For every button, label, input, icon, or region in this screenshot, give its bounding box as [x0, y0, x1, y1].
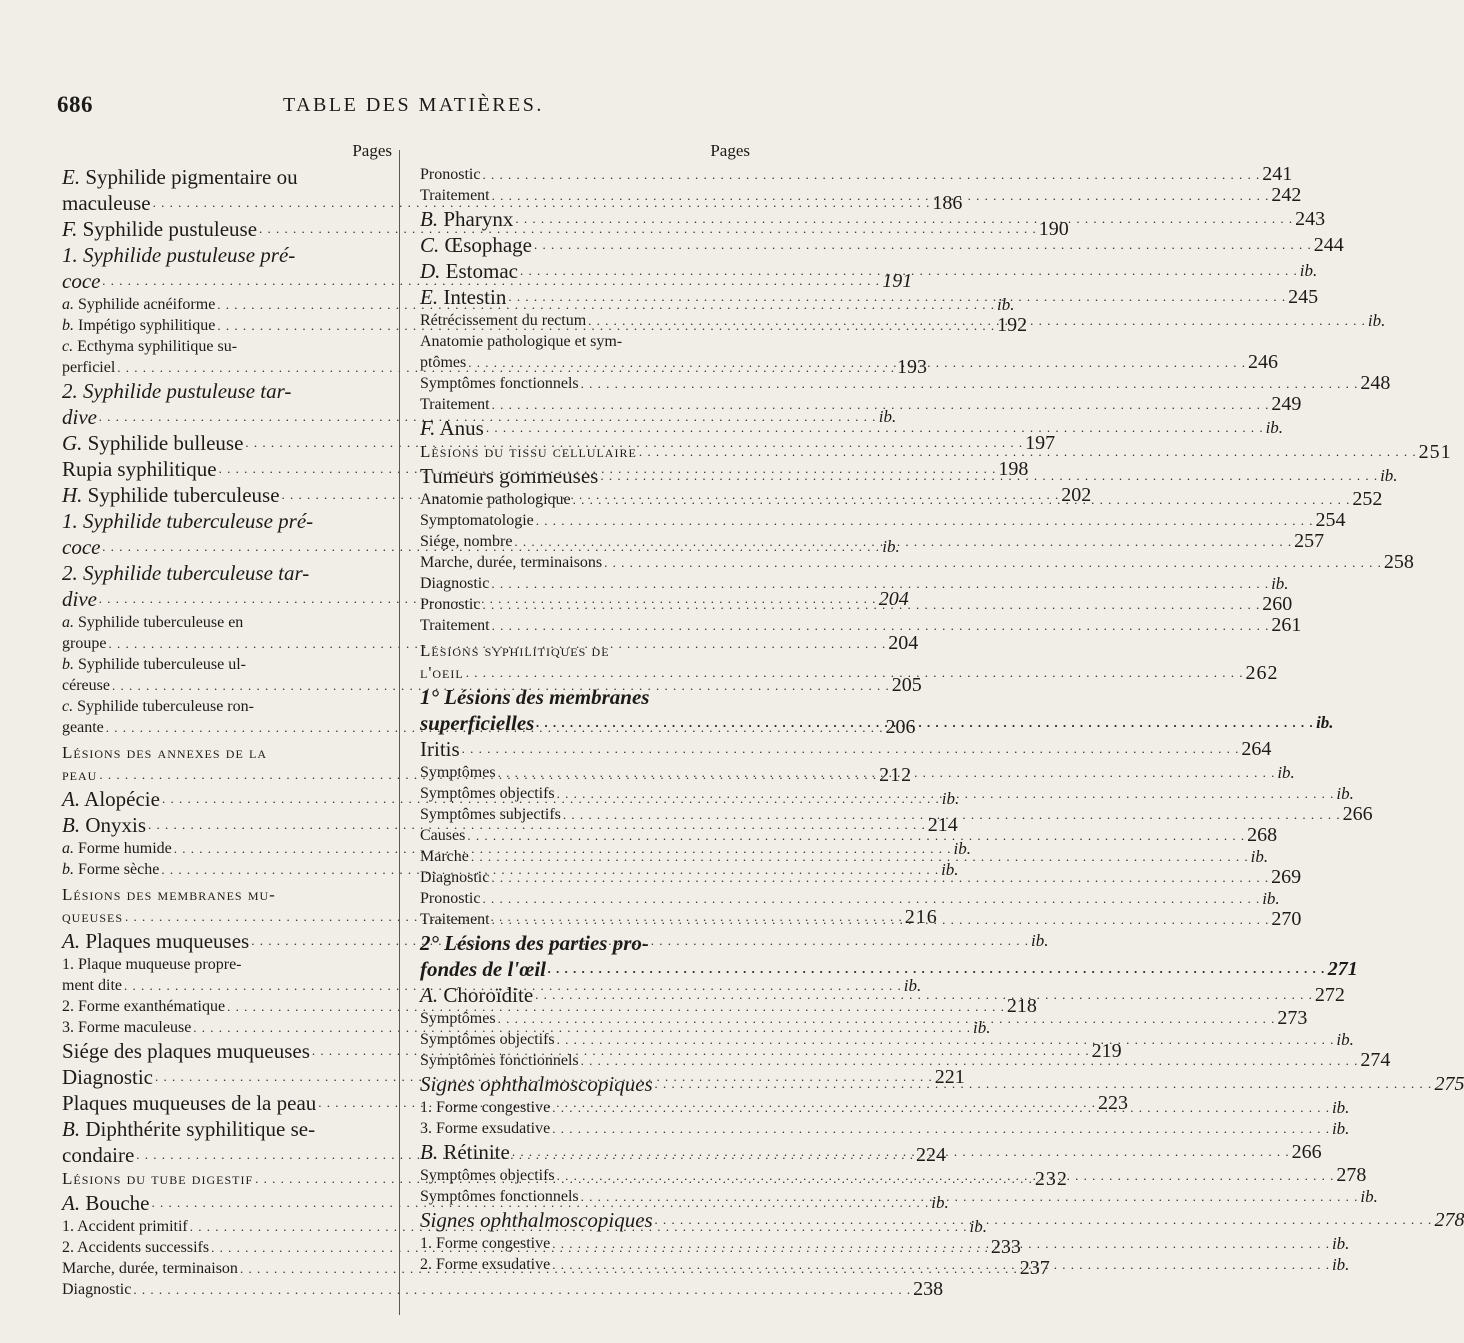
dot-leader	[550, 1233, 1332, 1254]
entry-title: Diagnostic	[62, 1281, 132, 1298]
entry-title: queuses	[62, 907, 124, 926]
entry-title: A. Bouche	[62, 1191, 150, 1215]
entry-title: Symptômes objectifs	[420, 785, 555, 802]
entry-title: A. Choroïdite	[420, 983, 534, 1007]
entry-title: A. Plaques muqueuses	[62, 929, 250, 953]
entry-title: 2° Lésions des parties pro-	[420, 931, 649, 955]
entry-page-number: 237	[1019, 1257, 1050, 1279]
entry-title: ptômes	[420, 354, 467, 371]
entry-title: perficiel	[62, 359, 116, 376]
entry-page-number: 246	[1247, 351, 1278, 373]
entry-title: Signes ophthalmoscopiques	[420, 1208, 653, 1232]
entry-page-number: ib.	[1360, 1187, 1378, 1206]
entry-page-number: 275	[1434, 1073, 1464, 1095]
entry-page-number: ib.	[969, 1217, 987, 1236]
entry-title: B. Pharynx	[420, 207, 514, 231]
entry-title: Symptômes	[420, 1010, 496, 1027]
entry-title: E. Syphilide pigmentaire ou	[62, 165, 298, 189]
entry-page-number: 221	[934, 1066, 965, 1088]
entry-title: 2. Forme exanthématique	[62, 998, 226, 1015]
entry-title: Traitement	[420, 911, 490, 928]
dot-leader	[496, 762, 1278, 783]
entry-title: Symptômes fonctionnels	[420, 375, 579, 392]
dot-leader	[571, 489, 1353, 510]
entry-title: Traitement	[420, 617, 490, 634]
entry-page-number: 232	[1034, 1168, 1068, 1190]
entry-title: Symptômes subjectifs	[420, 806, 561, 823]
dot-leader	[555, 1165, 1337, 1186]
entry-title: 1. Forme congestive	[420, 1235, 551, 1252]
entry-title: Pronostic	[420, 890, 481, 907]
entry-page-number: ib.	[1331, 1234, 1350, 1253]
entry-page-number: 252	[1352, 488, 1383, 510]
entry-page-number: ib.	[1265, 418, 1284, 437]
entry-title: 2. Syphilide tuberculeuse tar-	[62, 561, 310, 585]
entry-title: Plaques muqueuses de la peau	[62, 1091, 317, 1115]
entry-page-number: 219	[1091, 1040, 1122, 1062]
entry-title: 1. Forme congestive	[420, 1099, 551, 1116]
entry-page-number: 191	[882, 270, 913, 292]
entry-page-number: ib.	[997, 295, 1015, 314]
entry-page-number: 242	[1271, 184, 1302, 206]
entry-page-number: 264	[1241, 738, 1272, 760]
entry-title: coce	[62, 535, 101, 559]
entry-title: 1. Accident primitif	[62, 1218, 188, 1235]
entry-title: fondes de l'œil	[420, 957, 546, 981]
entry-page-number: 192	[997, 314, 1028, 336]
entry-page-number: 266	[1291, 1141, 1322, 1163]
entry-title: D. Estomac	[420, 259, 518, 283]
toc-entry	[420, 1029, 1354, 1050]
entry-page-number: 214	[927, 814, 958, 836]
entry-title: 1. Syphilide tuberculeuse pré-	[62, 509, 314, 533]
entry-title: H. Syphilide tuberculeuse	[62, 483, 280, 507]
dot-leader	[532, 232, 1314, 258]
entry-title: superficielles	[420, 711, 535, 735]
entry-title: 1° Lésions des membranes	[420, 685, 650, 709]
entry-title: B. Rétinite	[420, 1140, 510, 1164]
dot-leader	[637, 441, 1419, 463]
entry-title: groupe	[62, 635, 107, 652]
entry-page-number: 257	[1294, 530, 1325, 552]
toc-entry	[420, 415, 1284, 441]
entry-page-number: ib.	[1030, 931, 1049, 950]
toc-entry	[420, 846, 1269, 867]
dot-leader	[510, 1139, 1292, 1165]
dot-leader	[518, 258, 1300, 284]
toc-entry	[420, 393, 1302, 415]
toc-entry	[420, 1186, 1378, 1207]
entry-title: c. Syphilide tuberculeuse ron-	[62, 698, 254, 715]
entry-page-number: 258	[1383, 551, 1414, 573]
entry-title: geante	[62, 719, 104, 736]
dot-leader	[506, 284, 1288, 310]
dot-leader	[465, 825, 1247, 846]
entry-page-number: ib.	[1331, 1098, 1350, 1117]
entry-title: Marche, durée, terminaisons	[420, 554, 603, 571]
entry-page-number: 260	[1262, 593, 1293, 615]
entry-page-number: ib.	[973, 1018, 991, 1037]
entry-page-number: 268	[1247, 824, 1278, 846]
entry-page-number: 206	[885, 716, 916, 738]
pages-label: Pages	[710, 141, 750, 160]
entry-page-number: 278	[1434, 1209, 1464, 1231]
entry-page-number: ib.	[931, 1193, 949, 1212]
dot-leader	[550, 1254, 1332, 1275]
entry-title: C. Œsophage	[420, 233, 533, 257]
entry-title: 1. Syphilide pustuleuse pré-	[62, 243, 296, 267]
entry-title: 2. Forme exsudative	[420, 1256, 551, 1273]
dot-leader	[534, 710, 1316, 736]
entry-page-number: 218	[1006, 995, 1037, 1017]
dot-leader	[555, 1029, 1337, 1050]
column-divider	[399, 150, 400, 1315]
entry-page-number: 261	[1271, 614, 1302, 636]
entry-title: Traitement	[420, 396, 490, 413]
entry-page-number: ib.	[903, 976, 922, 995]
entry-title: Lésions du tissu cellulaire	[420, 442, 637, 461]
entry-page-number: ib.	[1316, 713, 1334, 732]
entry-title: Lésions des membranes mu-	[62, 885, 276, 904]
entry-title: G. Syphilide bulleuse	[62, 431, 244, 455]
dot-leader	[490, 909, 1272, 930]
dot-leader	[653, 1207, 1435, 1233]
entry-page-number: 233	[990, 1236, 1021, 1258]
entry-page-number: 278	[1336, 1164, 1367, 1186]
entry-title: b. Impétigo syphilitique	[62, 317, 216, 334]
toc-entry	[62, 1278, 944, 1300]
entry-title: Symptômes	[420, 764, 496, 781]
entry-page-number: 205	[891, 674, 922, 696]
dot-leader	[561, 804, 1343, 825]
entry-page-number: 266	[1342, 803, 1373, 825]
entry-title: c. Ecthyma syphilitique su-	[62, 338, 238, 355]
entry-title: Diagnostic	[420, 575, 490, 592]
dot-leader	[550, 1118, 1332, 1139]
entry-page-number: 269	[1271, 866, 1302, 888]
entry-title: Signes ophthalmoscopiques	[420, 1072, 653, 1096]
dot-leader	[489, 867, 1271, 888]
entry-title: F. Syphilide pustuleuse	[62, 217, 258, 241]
toc-entry	[420, 1118, 1350, 1139]
entry-title: Symptômes objectifs	[420, 1031, 555, 1048]
entry-title: ment dite	[62, 977, 122, 994]
entry-page-number: ib.	[941, 789, 960, 808]
entry-title: l'oeil	[420, 663, 464, 682]
dot-leader	[480, 164, 1262, 185]
entry-page-number: 244	[1313, 234, 1344, 256]
dot-leader	[602, 552, 1384, 573]
toc-entry	[420, 372, 1391, 394]
dot-leader	[533, 982, 1315, 1008]
toc-entry	[420, 232, 1344, 258]
dot-leader	[480, 888, 1262, 909]
entry-title: maculeuse	[62, 191, 151, 215]
entry-page-number: ib.	[1380, 466, 1398, 485]
dot-leader	[469, 846, 1251, 867]
entry-title: A. Alopécie	[62, 787, 160, 811]
entry-title: Symptomatologie	[420, 512, 534, 529]
dot-leader	[534, 510, 1316, 531]
entry-title: Lésions du tube digestif	[62, 1169, 254, 1188]
dot-leader	[550, 1097, 1332, 1118]
entry-title: condaire	[62, 1143, 135, 1167]
entry-page-number: ib.	[1331, 1119, 1350, 1138]
pages-label: Pages	[352, 141, 392, 160]
dot-leader	[460, 736, 1242, 762]
dot-leader	[131, 1279, 913, 1300]
dot-leader	[512, 531, 1294, 552]
entry-title: 2. Syphilide pustuleuse tar-	[62, 379, 292, 403]
entry-page-number: ib.	[1336, 784, 1354, 803]
entry-title: Traitement	[420, 187, 490, 204]
entry-page-number: 271	[1327, 958, 1358, 980]
entry-page-number: 270	[1271, 908, 1302, 930]
entry-title: a. Forme humide	[62, 840, 172, 857]
entry-title: Tumeurs gommeuses	[420, 464, 599, 488]
entry-title: 3. Forme maculeuse	[62, 1019, 192, 1036]
entry-page-number: ib.	[1299, 261, 1318, 280]
entry-page-number: ib.	[1250, 847, 1269, 866]
dot-leader	[579, 1050, 1361, 1071]
toc-entry	[420, 573, 1289, 594]
entry-page-number: 193	[897, 356, 928, 378]
dot-leader	[653, 1071, 1435, 1097]
dot-leader	[466, 352, 1248, 373]
entry-page-number: 254	[1315, 509, 1346, 531]
entry-page-number: ib.	[1277, 763, 1295, 782]
entry-title: Causes	[420, 827, 466, 844]
dot-leader	[490, 394, 1272, 415]
dot-leader	[489, 573, 1271, 594]
entry-title: 3. Forme exsudative	[420, 1120, 551, 1137]
entry-title: Rupia syphilitique	[62, 457, 217, 481]
entry-page-number: 273	[1277, 1007, 1308, 1029]
entry-page-number: ib.	[1271, 574, 1289, 593]
entry-title: F. Anus	[420, 416, 484, 440]
entry-page-number: 274	[1360, 1049, 1391, 1071]
entry-title: B. Onyxis	[62, 813, 147, 837]
entry-title: Marche	[420, 848, 469, 865]
entry-title: Siége des plaques muqueuses	[62, 1039, 310, 1063]
dot-leader	[555, 783, 1337, 804]
entry-page-number: 248	[1360, 372, 1391, 394]
entry-title: peau	[62, 765, 98, 784]
entry-title: Iritis	[420, 737, 460, 761]
entry-title: Symptômes fonctionnels	[420, 1052, 579, 1069]
toc-entry	[420, 614, 1302, 636]
toc-entry	[420, 163, 1293, 185]
entry-page-number: ib.	[882, 537, 900, 556]
entry-title: Siége, nombre	[420, 533, 513, 550]
entry-title: Marche, durée, terminaison	[62, 1260, 238, 1277]
entry-page-number: ib.	[1262, 889, 1280, 908]
entry-page-number: 197	[1025, 432, 1056, 454]
dot-leader	[586, 310, 1368, 331]
entry-page-number: 223	[1098, 1092, 1129, 1114]
entry-page-number: 204	[878, 588, 909, 610]
entry-page-number: 238	[913, 1278, 944, 1300]
entry-page-number: 190	[1038, 218, 1069, 240]
entry-title: b. Forme sèche	[62, 861, 160, 878]
toc-entry	[420, 783, 1354, 804]
entry-page-number: ib.	[1367, 311, 1386, 330]
entry-page-number: 262	[1245, 662, 1279, 684]
entry-title: a. Syphilide tuberculeuse en	[62, 614, 244, 631]
dot-leader	[464, 662, 1246, 684]
entry-page-number: 272	[1314, 984, 1345, 1006]
entry-page-number: ib.	[1336, 1030, 1354, 1049]
entry-page-number: 241	[1262, 163, 1293, 185]
entry-title: dive	[62, 587, 97, 611]
entry-title: 2. Accidents successifs	[62, 1239, 210, 1256]
entry-page-number: 202	[1061, 484, 1092, 506]
entry-title: coce	[62, 269, 101, 293]
entry-title: Symptômes fonctionnels	[420, 1188, 579, 1205]
toc-entry	[420, 736, 1272, 762]
entry-title: Lésions syphilitiques de	[420, 641, 610, 660]
dot-leader	[579, 1186, 1361, 1207]
entry-page-number: 216	[904, 906, 938, 928]
entry-title: céreuse	[62, 677, 110, 694]
running-head: TABLE DES MATIÈRES.	[283, 94, 544, 116]
entry-page-number: 198	[998, 458, 1029, 480]
toc-entry	[420, 888, 1280, 909]
entry-page-number: 212	[879, 764, 913, 786]
entry-title: a. Syphilide acnéiforme	[62, 296, 216, 313]
entry-title: b. Syphilide tuberculeuse ul-	[62, 656, 246, 673]
toc-entry	[420, 551, 1414, 573]
toc-entry	[420, 509, 1346, 531]
entry-page-number: 245	[1288, 286, 1319, 308]
entry-page-number: ib.	[953, 839, 971, 858]
entry-page-number: ib.	[941, 860, 959, 879]
dot-leader	[484, 415, 1266, 441]
entry-page-number: 251	[1418, 441, 1452, 463]
entry-page-number: ib.	[1331, 1255, 1350, 1274]
entry-title: dive	[62, 405, 97, 429]
entry-page-number: 249	[1271, 393, 1302, 415]
entry-title: Pronostic	[420, 166, 481, 183]
dot-leader	[490, 615, 1272, 636]
entry-title: Anatomie pathologique	[420, 491, 571, 508]
entry-page-number: 224	[916, 1144, 947, 1166]
entry-title: Diagnostic	[62, 1065, 153, 1089]
entry-title: Symptômes objectifs	[420, 1167, 555, 1184]
entry-title: Pronostic	[420, 596, 481, 613]
dot-leader	[490, 185, 1272, 206]
dot-leader	[579, 373, 1361, 394]
entry-title: E. Intestin	[420, 285, 507, 309]
dot-leader	[480, 594, 1262, 615]
page-number: 686	[57, 92, 93, 117]
entry-title: Lésions des annexes de la	[62, 743, 268, 762]
dot-leader	[546, 956, 1328, 982]
dot-leader	[513, 206, 1295, 232]
entry-title: Diagnostic	[420, 869, 490, 886]
entry-title: Rétrécissement du rectum	[420, 312, 587, 329]
dot-leader	[598, 463, 1380, 489]
entry-page-number: 243	[1295, 208, 1326, 230]
entry-page-number: 186	[932, 192, 963, 214]
entry-title: 1. Plaque muqueuse propre-	[62, 956, 242, 973]
entry-title: Anatomie pathologique et sym-	[420, 333, 623, 350]
entry-page-number: 204	[888, 632, 919, 654]
dot-leader	[496, 1008, 1278, 1029]
entry-title: B. Diphthérite syphilitique se-	[62, 1117, 316, 1141]
entry-page-number: ib.	[878, 407, 897, 426]
